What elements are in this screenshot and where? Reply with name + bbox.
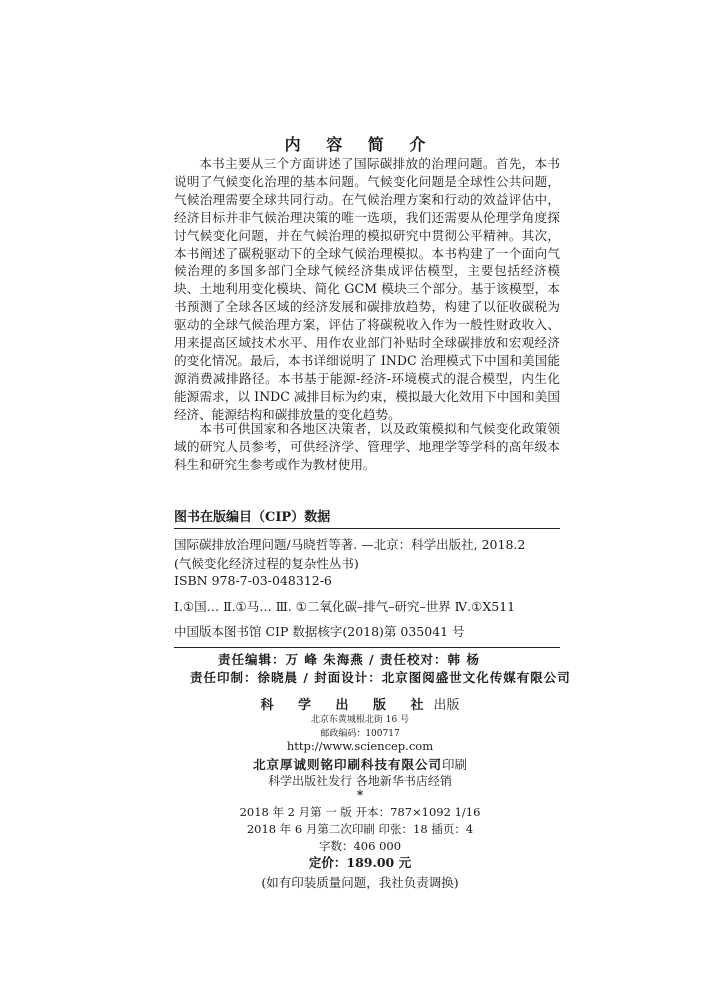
word-count: 字数：406 000	[318, 839, 402, 853]
printer-suffix: 印刷	[442, 757, 468, 772]
edition-second: 2018 年 6 月第二次印刷 印张：18 插页：4	[246, 822, 474, 836]
price: 定价：189.00 元	[308, 855, 412, 870]
summary-paragraph-2: 本书可供国家和各地区决策者，以及政策模拟和气候变化政策领域的研究人员参考，可供经济学、管理学、地理学等学科的高年级本科生和研究生参考或作为教材使用。	[174, 421, 560, 472]
cip-top-rule	[174, 528, 560, 529]
publisher-suffix: 出版	[433, 698, 460, 713]
publisher-address: 北京东黄城根北街 16 号	[310, 715, 410, 725]
production-credits: 责任印制：徐晓晨 / 封面设计：北京图阅盛世文化传媒有限公司	[190, 670, 571, 685]
summary-paragraph-1: 本书主要从三个方面讲述了国际碳排放的治理问题。首先，本书说明了气候变化治理的基本问题。气候变化问题是全球性公共问题，气候治理需要全球共同行动。在气候治理方案和行动的效益评估中，经济目标并非气候治理决策的唯一选项，我们还需要从伦理学角度探讨气候变化问题，并在气候治理的模拟研究中贯彻公平精神。其次，本书阐述了碳税驱动下的全球气候治理模拟。本书构建了一个面向气候治理的多国多部门全球气候经济集成评估模型，主要包括经济模块、土地利用变化模块、简化 GCM 模块三个部分。基于该模型，本书预测了全球各区域的经济发展和碳排放趋势，构建了以征收碳税为驱动的全球气候治理方案，评估了将碳税收入作为一般性财政收入、用来提高区域技术水平、用作农业部门补贴时全球碳排放和宏观经济的变化情况。最后，本书详细说明了 INDC 治理模式下中国和美国能源消费减排路径。本书基于能源-经济-环境模式的混合模型，内生化能源需求，以 INDC 减排目标为约束，模拟最大化效用下中国和美国经济、能源结构和碳排放量的变化趋势。	[174, 156, 560, 422]
summary-title: 内 容 简 介	[284, 135, 436, 154]
cip-citation: 国际碳排放治理问题/马晓哲等著. —北京：科学出版社, 2018.2	[174, 537, 526, 552]
publisher-name: 科 学 出 版 社	[260, 698, 434, 713]
cip-bottom-rule	[174, 647, 560, 648]
distributor-line: 科学出版社发行 各地新华书店经销	[268, 774, 452, 788]
printer-line	[0, 755, 720, 773]
cip-subject-terms: Ⅰ.①国… Ⅱ.①马… Ⅲ. ①二氧化碳–排气–研究–世界 Ⅳ.①X511	[174, 599, 516, 614]
publisher-postcode: 邮政编码：100717	[320, 729, 400, 739]
cip-record-number: 中国版本图书馆 CIP 数据核字(2018)第 035041 号	[174, 624, 465, 639]
cip-series: (气候变化经济过程的复杂性丛书)	[174, 556, 359, 571]
publisher-website: http://www.sciencep.com	[286, 739, 434, 753]
cip-isbn: ISBN 978-7-03-048312-6	[174, 573, 332, 588]
separator-star: *	[356, 788, 364, 802]
printer-name: 北京厚诚则铭印刷科技有限公司	[252, 757, 442, 772]
quality-notice: (如有印装质量问题，我社负责调换)	[261, 875, 459, 890]
editor-credits: 责任编辑：万 峰 朱海燕 / 责任校对：韩 杨	[218, 652, 480, 667]
edition-first: 2018 年 2 月第 一 版 开本：787×1092 1/16	[239, 805, 481, 819]
cip-heading: 图书在版编目（CIP）数据	[174, 510, 331, 525]
publisher-line	[0, 694, 720, 713]
